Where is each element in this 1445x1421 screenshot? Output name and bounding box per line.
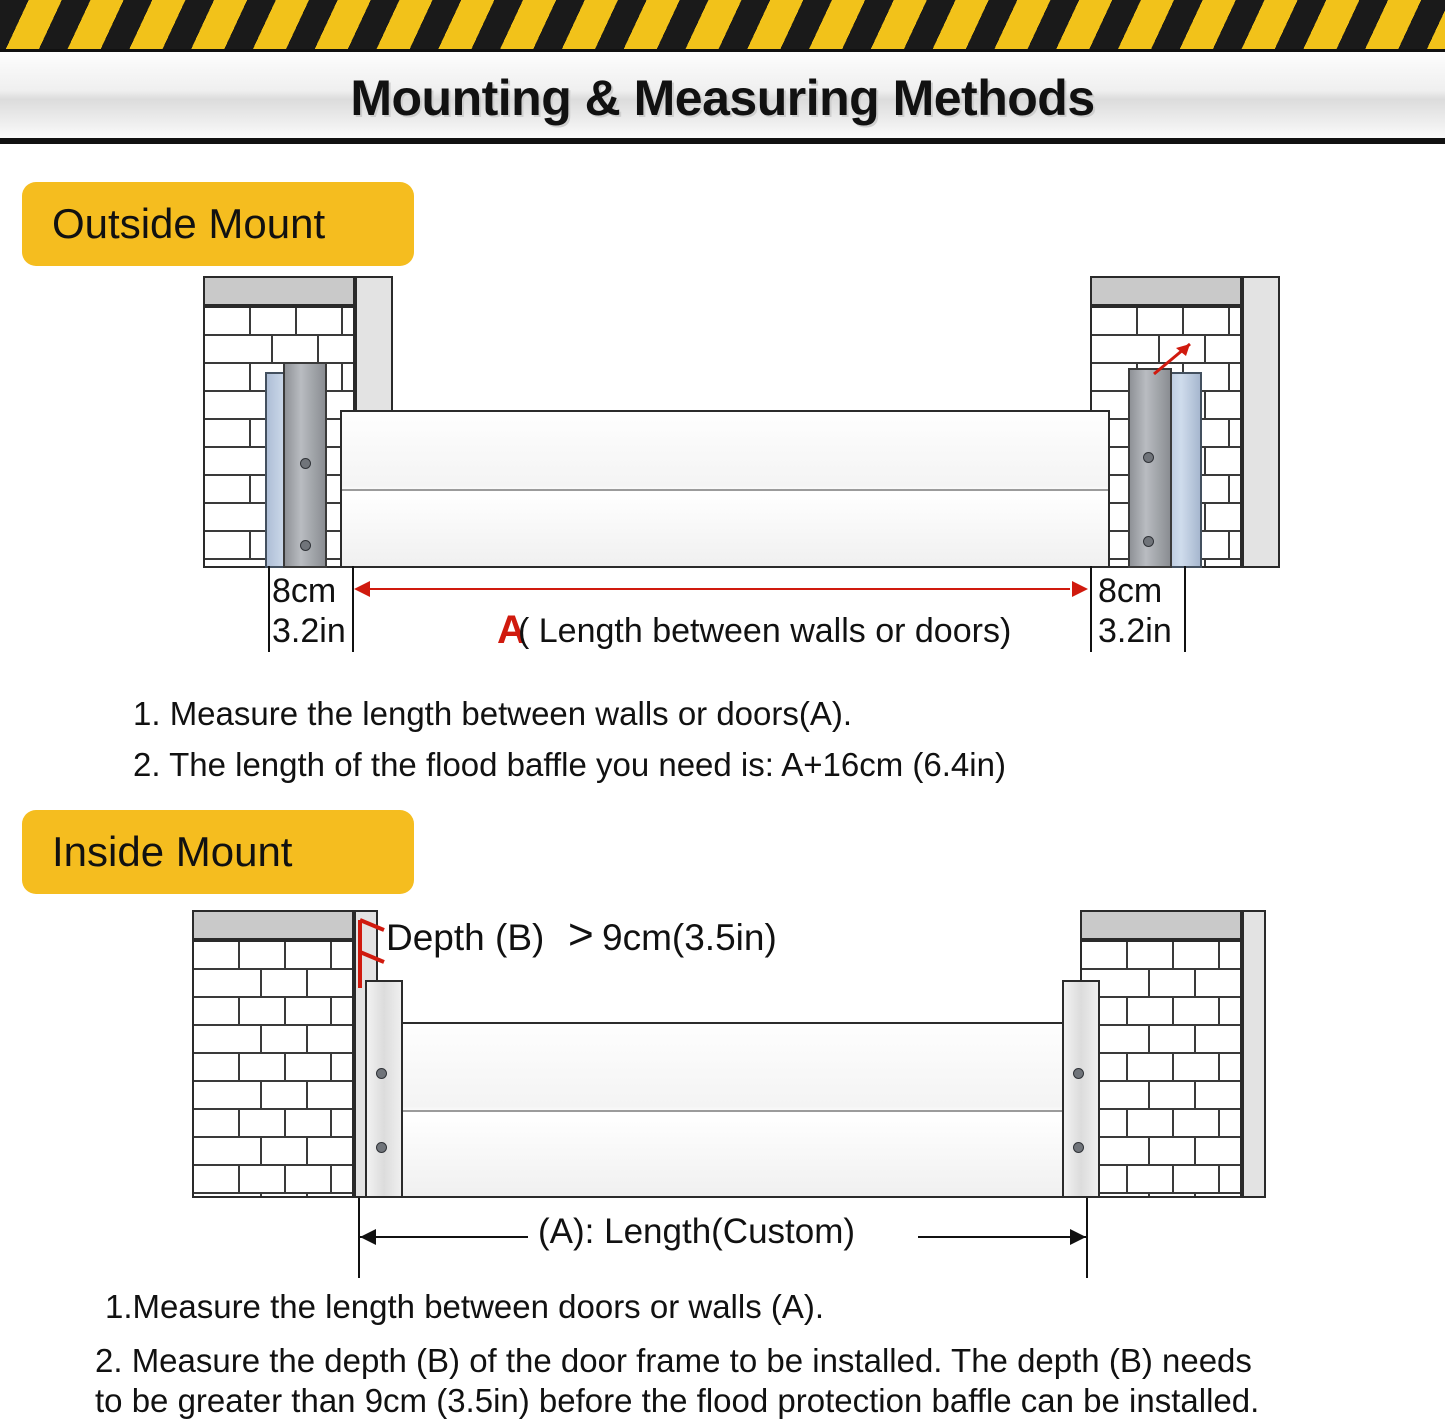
right-wall-side-face-inside: [1242, 910, 1266, 1198]
section-pill-inside-mount: [22, 810, 414, 894]
inside-note-1: 1.Measure the length between doors or walls (A).: [105, 1288, 825, 1325]
dim-tick-right-inner-outside: [1090, 566, 1092, 652]
red-pointer-arrow-outside: [1150, 336, 1210, 380]
page-title: Mounting & Measuring Methods: [350, 70, 1095, 126]
left-margin-metric-label: 8cm: [272, 572, 337, 610]
hazard-stripe-banner: [0, 0, 1445, 52]
right-wall-side-face-outside: [1242, 276, 1280, 568]
dimension-arrow-left-inside: [360, 1229, 376, 1245]
depth-operator-inside: >: [568, 910, 594, 959]
left-wall-cap-inside: [192, 910, 354, 940]
right-margin-metric-label: 8cm: [1098, 572, 1163, 610]
dimension-line-A-outside: [368, 588, 1070, 590]
left-plate-screw-1-inside: [376, 1068, 387, 1079]
dimension-letter-A: A: [497, 608, 526, 652]
right-plate-screw-1-inside: [1073, 1068, 1084, 1079]
left-wall-cap-outside: [203, 276, 355, 306]
length-caption-inside: (A): Length(Custom): [538, 1212, 856, 1251]
left-plate-screw-2-inside: [376, 1142, 387, 1153]
right-bracket-screw-2-outside: [1143, 536, 1154, 547]
dimension-arrow-right-inside: [1070, 1229, 1086, 1245]
dim-tick-right-inside: [1086, 1198, 1088, 1278]
section-pill-inside-mount-label: Inside Mount: [52, 828, 293, 875]
inside-note-2: 2. Measure the depth (B) of the door frame to be installed. The depth (B) needs: [95, 1342, 1252, 1379]
dim-tick-left-outer-outside: [268, 566, 270, 652]
depth-indicator-arrow-inside: [344, 912, 392, 992]
outside-note-1: 1. Measure the length between walls or doors(A).: [133, 695, 853, 732]
right-margin-imperial-label: 3.2in: [1098, 612, 1172, 650]
dimension-line-right-inside: [918, 1236, 1086, 1238]
left-bracket-screw-1-outside: [300, 458, 311, 469]
dim-tick-right-outer-outside: [1184, 566, 1186, 652]
dimension-arrow-left-outside: [354, 581, 370, 597]
flood-baffle-panel-outside: [340, 410, 1110, 568]
inside-note-3: to be greater than 9cm (3.5in) before the flood protection baffle can be installed.: [95, 1382, 1260, 1419]
section-pill-outside-mount-label: Outside Mount: [52, 200, 326, 247]
left-bracket-screw-2-outside: [300, 540, 311, 551]
right-brick-wall-inside: [1080, 940, 1242, 1198]
right-bracket-screw-1-outside: [1143, 452, 1154, 463]
dimension-caption-outside: ( Length between walls or doors): [518, 612, 1012, 650]
dimension-line-left-inside: [360, 1236, 528, 1238]
left-brick-wall-inside: [192, 940, 354, 1198]
flood-baffle-panel-inside: [378, 1022, 1080, 1198]
right-wall-cap-outside: [1090, 276, 1242, 306]
section-pill-outside-mount: [22, 182, 414, 266]
right-plate-screw-2-inside: [1073, 1142, 1084, 1153]
right-mounting-plate-inside: [1062, 980, 1100, 1198]
left-mounting-plate-inside: [365, 980, 403, 1198]
left-margin-imperial-label: 3.2in: [272, 612, 346, 650]
depth-label-inside: Depth (B): [386, 917, 545, 958]
depth-value-inside: 9cm(3.5in): [602, 917, 777, 958]
dimension-arrow-right-outside: [1072, 581, 1088, 597]
dim-tick-left-inner-outside: [352, 566, 354, 652]
outside-note-2: 2. The length of the flood baffle you need is: A+16cm (6.4in): [133, 746, 1006, 783]
right-wall-cap-inside: [1080, 910, 1242, 940]
